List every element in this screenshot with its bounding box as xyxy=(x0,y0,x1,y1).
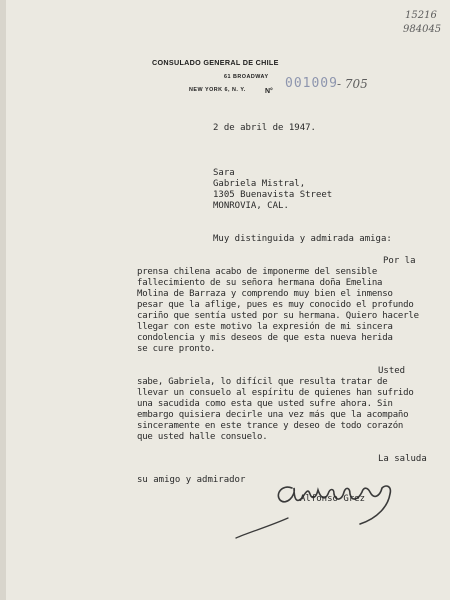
paragraph-line: sinceramente en este trance y deseo de todo corazón xyxy=(137,421,404,431)
paper-edge xyxy=(0,0,6,600)
paragraph-line: embargo quisiera decirle una vez más que la acompaño xyxy=(137,410,409,420)
paragraph-line: cariño que sentía usted por su hermana. Quiero hacerle xyxy=(137,311,419,321)
paragraph-line: Molina de Barraza y comprendo muy bien el inmenso xyxy=(137,289,393,299)
closing-line: su amigo y admirador xyxy=(137,475,246,485)
paragraph-opening: Por la xyxy=(383,256,416,266)
letter-date: 2 de abril de 1947. xyxy=(213,123,316,133)
paragraph-line: fallecimiento de su señora hermana doña Emelina xyxy=(137,278,383,288)
recipient-line: 1305 Buenavista Street xyxy=(213,190,333,200)
paragraph-line: llevar un consuelo al espíritu de quienes han sufrido xyxy=(137,388,414,398)
handwritten-suffix: - 705 xyxy=(337,77,368,91)
paragraph-line: condolencia y mis deseos de que esta nueva herida xyxy=(137,333,393,343)
signer-name: Alfonso Grez xyxy=(300,494,366,504)
letterhead-org: CONSULADO GENERAL DE CHILE xyxy=(152,58,279,67)
recipient-line: Sara xyxy=(213,168,235,178)
letterhead-street: 61 BROADWAY xyxy=(224,74,269,80)
paragraph-opening: Usted xyxy=(378,366,406,376)
paragraph-line: sabe, Gabriela, lo difícil que resulta tratar de xyxy=(137,377,388,387)
stamped-number: 001009 xyxy=(285,76,338,91)
paragraph-line: llegar con este motivo la expresión de mi sincera xyxy=(137,322,393,332)
closing: La saluda xyxy=(378,454,427,464)
archive-number-1: 15216 xyxy=(405,10,437,21)
recipient-line: MONROVIA, CAL. xyxy=(213,201,289,211)
paragraph-line: prensa chilena acabo de imponerme del sensible xyxy=(137,267,378,277)
paragraph-line: una sacudida como esta que usted sufre ahora. Sin xyxy=(137,399,393,409)
archive-number-2: 984045 xyxy=(403,24,442,35)
number-prefix: N° xyxy=(265,88,273,95)
letterhead-city: NEW YORK 6, N. Y. xyxy=(189,87,246,93)
salutation: Muy distinguida y admirada amiga: xyxy=(213,234,392,244)
paragraph-line: que usted halle consuelo. xyxy=(137,432,268,442)
paragraph-line: se cure pronto. xyxy=(137,344,216,354)
paragraph-line: pesar que la aflige, pues es muy conocido el profundo xyxy=(137,300,414,310)
recipient-line: Gabriela Mistral, xyxy=(213,179,306,189)
